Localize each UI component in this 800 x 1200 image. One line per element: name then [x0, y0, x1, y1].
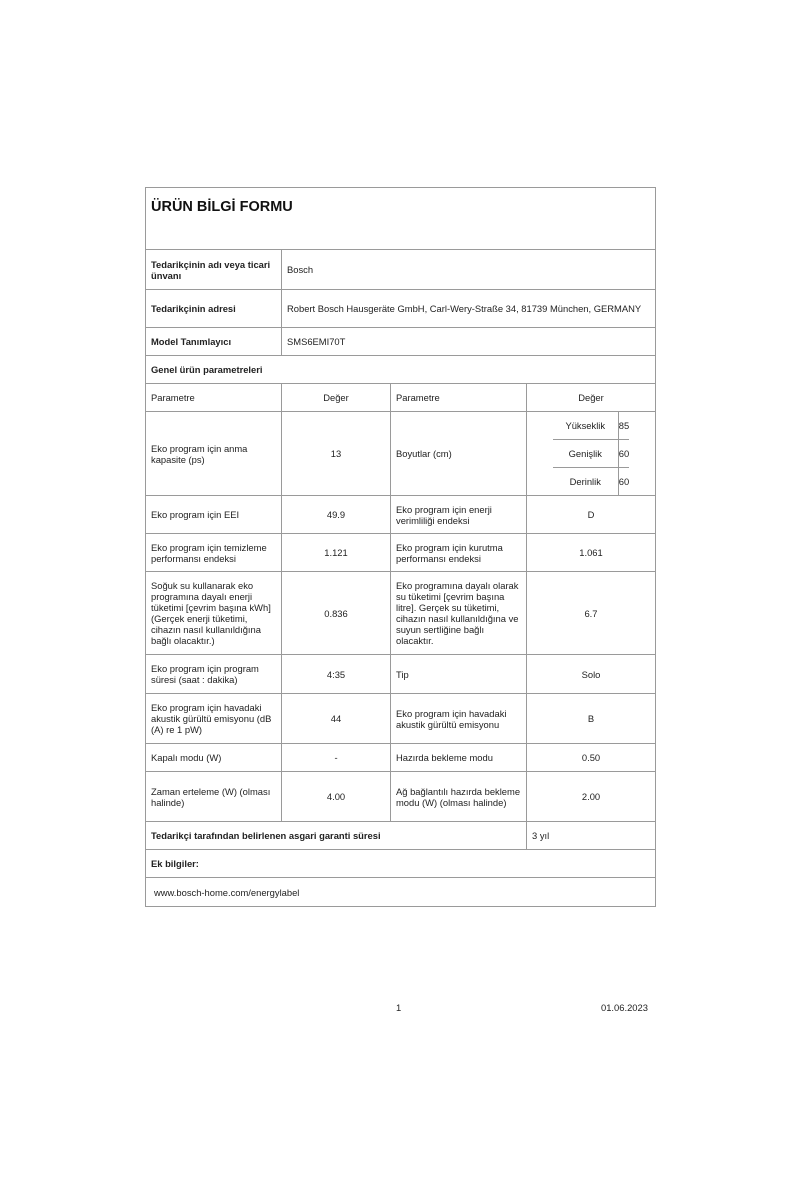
- warranty-label: Tedarikçi tarafından belirlenen asgari garanti süresi: [146, 822, 527, 849]
- header-param-1: Parametre: [146, 384, 282, 411]
- dim-depth-value: 60: [618, 476, 630, 487]
- param-row: [146, 772, 655, 822]
- param-value-right: 6.7: [584, 607, 598, 619]
- param-label-right: Hazırda bekleme modu: [391, 744, 527, 771]
- dim-height-value: 85: [618, 420, 630, 431]
- param-value-left: -: [282, 744, 391, 771]
- param-row: [146, 496, 655, 534]
- dim-width-label: Genişlik: [553, 440, 619, 467]
- dim-width-value: 60: [618, 448, 630, 459]
- param-label-left: Soğuk su kullanarak eko programına dayalı enerji tüketimi [çevrim başına kWh] (Gerçek enerji tüketimi, cihazın nasıl kullanıldığına bağlı olacaktır.): [146, 572, 282, 654]
- dim-width-row: [553, 440, 629, 468]
- param-value-left: 44: [282, 694, 391, 743]
- param-value-right: 2.00: [581, 791, 601, 802]
- dim-depth-row: [553, 468, 629, 495]
- param-label-left: Eko program için havadaki akustik gürültü emisyonu (dB (A) re 1 pW): [146, 694, 282, 743]
- param-value-left: 0.836: [282, 572, 391, 654]
- product-info-sheet: [145, 187, 656, 907]
- extra-info-label: Ek bilgiler:: [151, 858, 199, 869]
- param-value-left: 4:35: [282, 655, 391, 693]
- header-param-2: Parametre: [391, 384, 527, 411]
- header-row: [146, 384, 655, 412]
- warranty-row: [146, 822, 655, 850]
- supplier-name-value: Bosch: [287, 264, 314, 275]
- param-label-right: Eko programına dayalı olarak su tüketimi [çevrim başına litre]. Gerçek su tüketimi, cihazın nasıl kullanıldığına ve suyun sertliğine bağlı olacaktır.: [391, 572, 527, 654]
- dimensions-table: [527, 412, 655, 495]
- general-section-row: [146, 356, 655, 384]
- param-value-right: D: [587, 509, 595, 520]
- param-label-left: Kapalı modu (W): [146, 744, 282, 771]
- footer-date: 01.06.2023: [601, 1002, 648, 1013]
- supplier-address-label: Tedarikçinin adresi: [146, 290, 282, 327]
- param-value-right: 0.50: [581, 752, 601, 763]
- param-row: [146, 694, 655, 744]
- capacity-label: Eko program için anma kapasite (ps): [146, 412, 282, 495]
- header-value-2: Değer: [578, 392, 604, 403]
- capacity-row: [146, 412, 655, 496]
- model-value: SMS6EMI70T: [287, 336, 346, 347]
- supplier-name-row: [146, 250, 655, 290]
- param-label-right: Ağ bağlantılı hazırda bekleme modu (W) (olması halinde): [391, 772, 527, 821]
- supplier-address-row: [146, 290, 655, 328]
- dimensions-label: Boyutlar (cm): [391, 412, 527, 495]
- supplier-address-value: Robert Bosch Hausgeräte GmbH, Carl-Wery-Straße 34, 81739 München, GERMANY: [287, 303, 642, 314]
- extra-info-row: [146, 850, 655, 878]
- param-label-left: Eko program için temizleme performansı endeksi: [146, 534, 282, 571]
- param-row: [146, 534, 655, 572]
- page-number: 1: [396, 1002, 402, 1013]
- capacity-value: 13: [282, 412, 391, 495]
- param-label-right: Tip: [391, 655, 527, 693]
- sheet-title: ÜRÜN BİLGİ FORMU: [146, 188, 655, 250]
- param-label-left: Eko program için EEI: [146, 496, 282, 533]
- param-label-left: Eko program için program süresi (saat : dakika): [146, 655, 282, 693]
- dim-height-row: [553, 412, 629, 440]
- param-label-left: Zaman erteleme (W) (olması halinde): [146, 772, 282, 821]
- param-row: [146, 744, 655, 772]
- param-value-left: 4.00: [282, 772, 391, 821]
- param-value-right: 1.061: [579, 547, 603, 558]
- model-row: [146, 328, 655, 356]
- param-label-right: Eko program için kurutma performansı endeksi: [391, 534, 527, 571]
- warranty-value: 3 yıl: [532, 830, 550, 841]
- param-value-right: Solo: [581, 668, 601, 680]
- extra-url-row: [146, 878, 655, 906]
- dim-depth-label: Derinlik: [553, 468, 619, 495]
- param-row: [146, 572, 655, 655]
- param-label-right: Eko program için enerji verimliliği endeksi: [391, 496, 527, 533]
- param-row: [146, 655, 655, 694]
- dim-height-label: Yükseklik: [553, 412, 619, 439]
- energy-label-link[interactable]: www.bosch-home.com/energylabel: [154, 886, 300, 898]
- model-label: Model Tanımlayıcı: [146, 328, 282, 355]
- param-value-left: 1.121: [282, 534, 391, 571]
- header-value-1: Değer: [282, 384, 391, 411]
- general-section-heading: Genel ürün parametreleri: [151, 364, 263, 375]
- supplier-name-label: Tedarikçinin adı veya ticari ünvanı: [146, 250, 282, 289]
- param-value-right: B: [587, 713, 595, 724]
- param-label-right: Eko program için havadaki akustik gürültü emisyonu: [391, 694, 527, 743]
- param-value-left: 49.9: [282, 496, 391, 533]
